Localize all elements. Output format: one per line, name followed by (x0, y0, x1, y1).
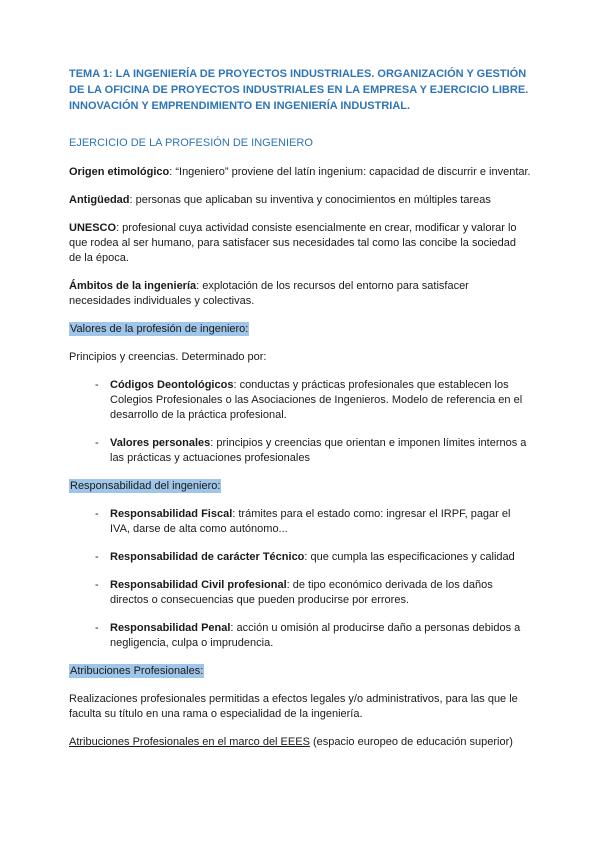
paragraph-realizaciones: Realizaciones profesionales permitidas a efectos legales y/o administrativos, para las que le faculta su título en una rama o especialidad de la ingeniería. (69, 693, 518, 720)
doc-title: TEMA 1: LA INGENIERÍA DE PROYECTOS INDUSTRIALES. ORGANIZACIÓN Y GESTIÓN DE LA OFICINA DE PROYECTOS INDUSTRIALES EN LA EMPRESA Y EJERCICIO LIBRE. INNOVACIÓN Y EMPRENDIMIENTO EN INGENIERÍA INDUSTRIAL. (69, 68, 529, 112)
section-heading-valores (69, 322, 531, 337)
section-heading-atribuciones (69, 664, 531, 679)
list-item (69, 378, 531, 423)
list-item (69, 507, 531, 537)
list-item-rest: : principios y creencias que orientan e imponen límites internos a las prácticas y actuaciones profesionales (110, 437, 527, 464)
section-heading-responsabilidad-text: Responsabilidad del ingeniero: (70, 480, 221, 492)
paragraph-antiguedad-lead: Antigüedad (69, 194, 130, 206)
paragraph-origen-lead: Origen etimológico (69, 166, 170, 178)
dash-bullet: - (95, 551, 99, 563)
paragraph-ambitos-lead: Ámbitos de la ingeniería (69, 280, 197, 292)
list-item-text (110, 507, 531, 537)
list-item-lead: Valores personales (110, 437, 211, 449)
list-item-lead: Responsabilidad Fiscal (110, 508, 233, 520)
list-item-lead: Responsabilidad Civil profesional (110, 579, 287, 591)
list-item (69, 578, 531, 608)
list-item-rest: : de tipo económico derivada de los daños directos o consecuencias que pueden producirse por errores. (110, 579, 493, 606)
paragraph-ambitos (69, 279, 531, 309)
dash-bullet: - (95, 379, 99, 391)
doc-subtitle: EJERCICIO DE LA PROFESIÓN DE INGENIERO (69, 137, 313, 149)
section-heading-responsabilidad (69, 479, 531, 494)
paragraph-antiguedad-text: : personas que aplicaban su inventiva y conocimientos en múltiples tareas (129, 194, 491, 206)
paragraph-eees (69, 735, 531, 750)
list-item-text (110, 550, 531, 565)
list-item-text (110, 378, 531, 423)
list-item (69, 621, 531, 651)
paragraph-antiguedad (69, 193, 531, 208)
paragraph-unesco-lead: UNESCO (69, 222, 117, 234)
paragraph-unesco (69, 221, 531, 266)
list-item-lead: Códigos Deontológicos (110, 379, 234, 391)
list-item-text (110, 436, 531, 466)
list-item-text (110, 578, 531, 608)
paragraph-origen-text: : “Ingeniero” proviene del latín ingenium: capacidad de discurrir e inventar. (169, 166, 531, 178)
paragraph-ambitos-text: : explotación de los recursos del entorno para satisfacer necesidades individuales y colectivas. (69, 280, 469, 307)
dash-bullet: - (95, 622, 99, 634)
list-item (69, 436, 531, 466)
dash-bullet: - (95, 579, 99, 591)
list-item (69, 550, 531, 565)
bullet-list-responsabilidad (69, 507, 531, 651)
dash-bullet: - (95, 508, 99, 520)
paragraph-principios: Principios y creencias. Determinado por: (69, 351, 267, 363)
bullet-list-valores (69, 378, 531, 466)
paragraph-unesco-text: : profesional cuya actividad consiste esencialmente en crear, modificar y valorar lo que rodea al ser humano, para satisfacer sus necesidades tal como las concibe la sociedad de la época. (69, 222, 517, 264)
paragraph-eees-rest: (espacio europeo de educación superior) (309, 736, 513, 748)
list-item-rest: : que cumpla las especificaciones y calidad (304, 551, 515, 563)
list-item-text (110, 621, 531, 651)
paragraph-origen (69, 165, 531, 180)
section-heading-valores-text: Valores de la profesión de ingeniero: (70, 323, 249, 335)
list-item-rest: : trámites para el estado como: ingresar el IRPF, pagar el IVA, darse de alta como autónomo... (110, 508, 511, 535)
list-item-lead: Responsabilidad Penal (110, 622, 231, 634)
list-item-lead: Responsabilidad de carácter Técnico (110, 551, 305, 563)
section-heading-atribuciones-text: Atribuciones Profesionales: (70, 665, 204, 677)
paragraph-eees-underlined: Atribuciones Profesionales en el marco del EEES (69, 736, 310, 748)
dash-bullet: - (95, 437, 99, 449)
list-item-rest: : conductas y prácticas profesionales que establecen los Colegios Profesionales o las Asociaciones de Ingenieros. Modelo de referencia en el desarrollo de la práctica profesional. (110, 379, 523, 421)
list-item-rest: : acción u omisión al producirse daño a personas debidos a negligencia, culpa o imprudencia. (110, 622, 521, 649)
